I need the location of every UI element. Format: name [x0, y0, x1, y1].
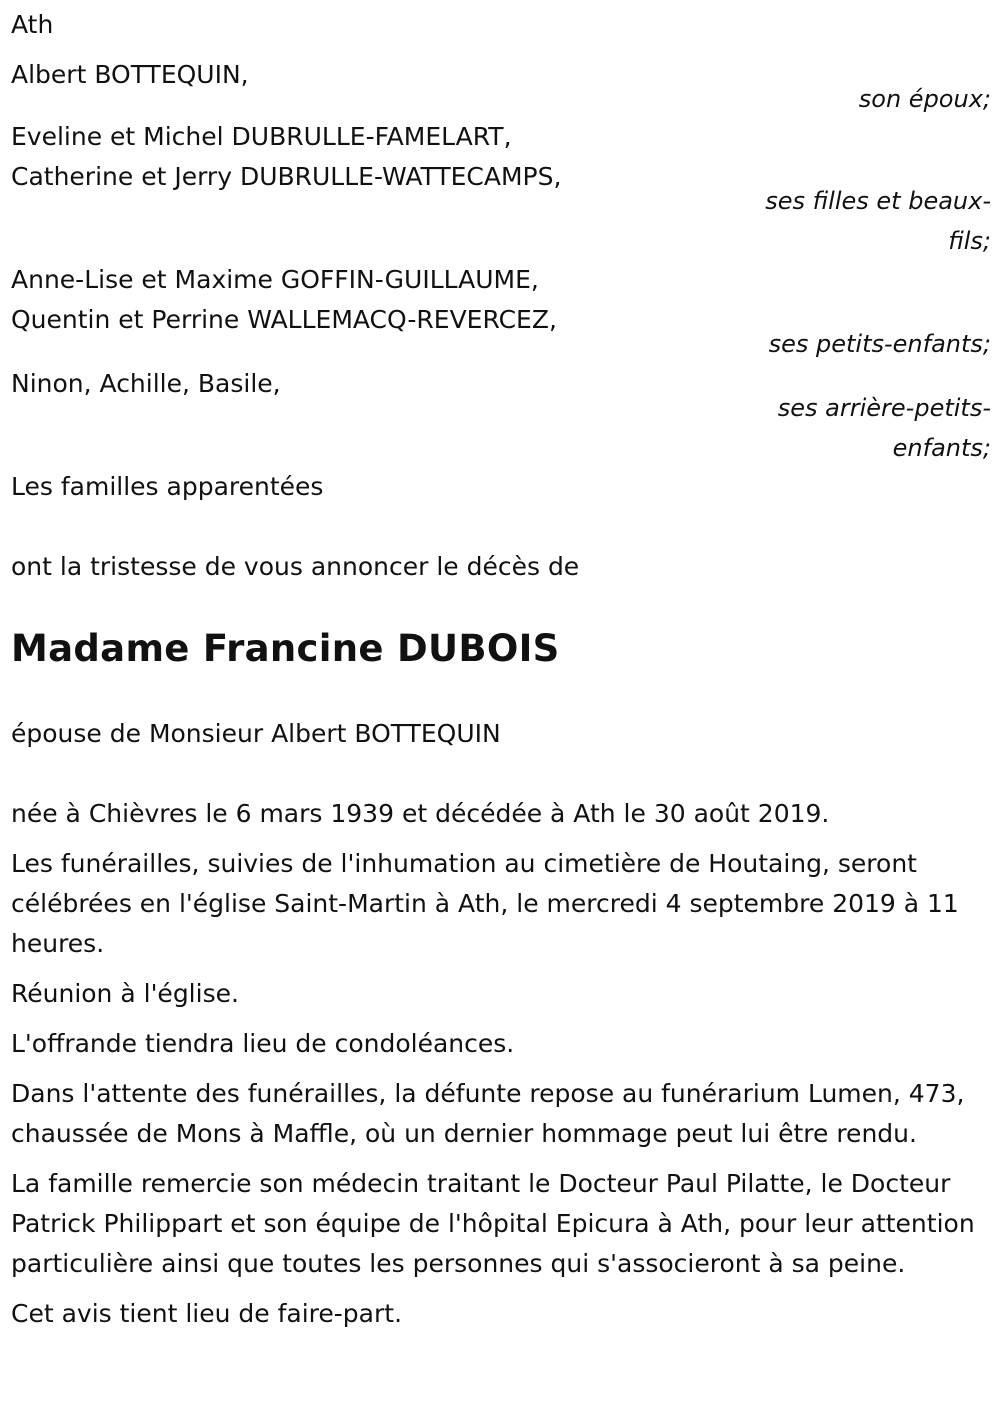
deceased-name: Madame Francine DUBOIS [11, 627, 560, 670]
great-grandchildren-role: ses arrière-petits-enfants; [777, 394, 991, 462]
closing-paragraph: Cet avis tient lieu de faire-part. [11, 1299, 403, 1328]
child-name: Eveline et Michel DUBRULLE-FAMELART, [11, 122, 512, 151]
grandchild-name: Quentin et Perrine WALLEMACQ-REVERCEZ, [11, 305, 557, 334]
announcement-intro: ont la tristesse de vous annoncer le décès de [11, 552, 580, 581]
child-name: Catherine et Jerry DUBRULLE-WATTECAMPS, [11, 162, 562, 191]
details-section [11, 794, 991, 1334]
offering-paragraph: L'offrande tiendra lieu de condoléances. [11, 1029, 515, 1058]
meeting-paragraph: Réunion à l'église. [11, 979, 239, 1008]
viewing-paragraph: Dans l'attente des funérailles, la défunte repose au funérarium Lumen, 473, chaussée de Mons à Maffle, où un dernier hommage peut lui être rendu. [11, 1079, 965, 1148]
birth-death-paragraph: née à Chièvres le 6 mars 1939 et décédée à Ath le 30 août 2019. [11, 799, 830, 828]
children-role: ses filles et beaux-fils; [765, 187, 991, 255]
relatives-line: Les familles apparentées [11, 472, 324, 501]
city-heading: Ath [11, 10, 54, 39]
spouse-name: Albert BOTTEQUIN, [11, 60, 249, 89]
thanks-paragraph: La famille remercie son médecin traitant le Docteur Paul Pilatte, le Docteur Patrick Philippart et son équipe de l'hôpital Epicura à Ath, pour leur attention particulière ainsi que toutes les personnes qui s'associeront à sa peine. [11, 1169, 975, 1278]
great-grandchildren-names: Ninon, Achille, Basile, [11, 369, 281, 398]
grandchild-name: Anne-Lise et Maxime GOFFIN-GUILLAUME, [11, 265, 539, 294]
funeral-paragraph: Les funérailles, suivies de l'inhumation au cimetière de Houtaing, seront célébrées en l'église Saint-Martin à Ath, le mercredi 4 septembre 2019 à 11 heures. [11, 849, 959, 958]
spouse-role: son époux; [858, 85, 991, 113]
spouse-of-line: épouse de Monsieur Albert BOTTEQUIN [11, 719, 501, 748]
grandchildren-role: ses petits-enfants; [768, 330, 991, 358]
